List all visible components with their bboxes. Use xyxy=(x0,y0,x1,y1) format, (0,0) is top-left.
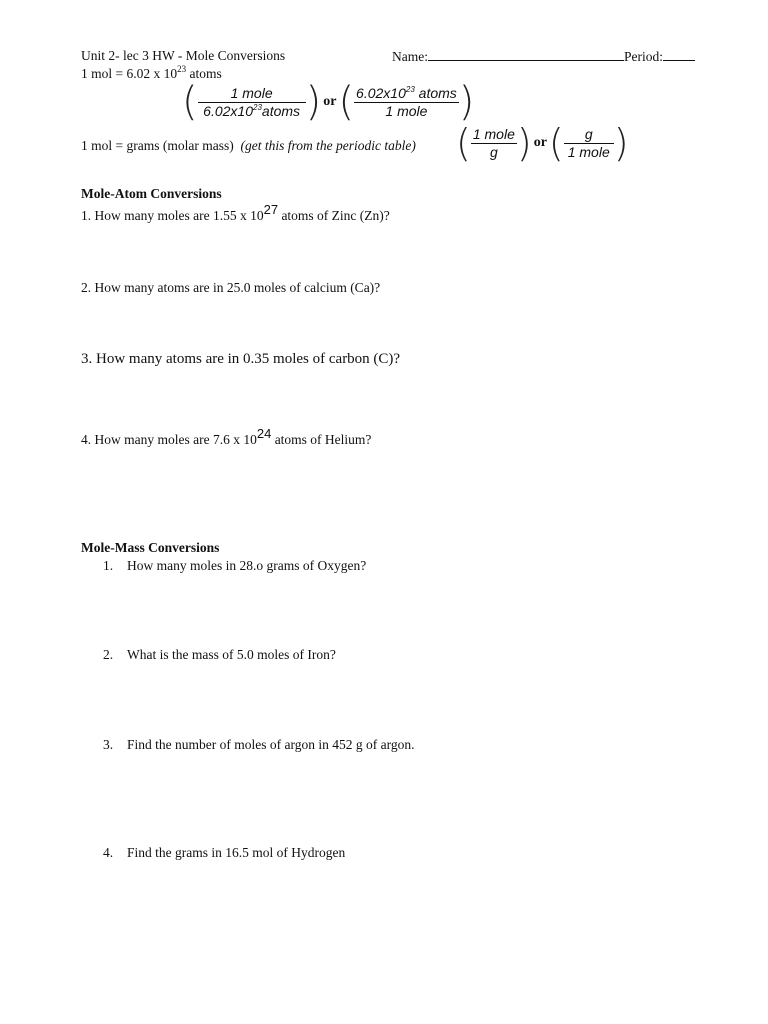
or-label: or xyxy=(323,94,337,109)
left-paren: ( xyxy=(182,79,198,125)
question-4-helium: 4. How many moles are 7.6 x 1024 atoms of Helium? xyxy=(81,426,372,447)
fraction-mole-per-gram xyxy=(471,127,517,159)
question-2-calcium: 2. How many atoms are in 25.0 moles of calcium (Ca)? xyxy=(81,280,381,295)
fraction-denominator: 1 mole xyxy=(385,102,428,119)
section-heading-mole-atom: Mole-Atom Conversions xyxy=(81,186,222,201)
name-field[interactable] xyxy=(392,48,695,65)
right-paren: ) xyxy=(305,79,322,125)
fraction-numerator: g xyxy=(564,127,614,144)
avogadro-exponent: 23 xyxy=(177,64,187,74)
worksheet-title: Unit 2- lec 3 HW - Mole Conversions xyxy=(81,48,286,63)
fraction-numerator: $6.02x10^{23}$ atoms xyxy=(356,84,457,101)
left-paren: ( xyxy=(338,79,355,125)
right-paren: ) xyxy=(516,121,532,165)
avogadro-suffix: atoms xyxy=(186,66,222,81)
fraction-denominator: 1 mole xyxy=(567,143,610,160)
fraction-numerator: 1 mole xyxy=(472,125,515,142)
list-item: 2. What is the mass of 5.0 moles of Iron? xyxy=(103,647,336,662)
list-item: 4. Find the grams in 16.5 mol of Hydrogen xyxy=(103,845,346,860)
question-3-carbon: 3. How many atoms are in 0.35 moles of carbon (C)? xyxy=(81,351,401,367)
section-heading-mole-mass: Mole-Mass Conversions xyxy=(81,540,220,555)
fraction-denominator: g xyxy=(489,143,498,160)
fraction-atoms-per-mole xyxy=(354,86,459,118)
avogadro-definition xyxy=(81,66,222,82)
question-1-zinc: 1. How many moles are 1.55 x 1027 atoms of Zinc (Zn)? xyxy=(81,202,390,223)
fraction-numerator: 1 mole xyxy=(198,86,306,103)
list-item: 3. Find the number of moles of argon in 452 g of argon. xyxy=(103,737,415,752)
list-item: 1. How many moles in 28.o grams of Oxygen? xyxy=(103,558,367,573)
period-label: Period: xyxy=(624,49,663,64)
fraction-gram-per-mole xyxy=(564,127,614,159)
name-blank-line[interactable] xyxy=(428,48,624,61)
molar-mass-note: (get this from the periodic table) xyxy=(240,138,416,153)
right-paren: ) xyxy=(613,121,629,165)
left-paren: ( xyxy=(548,121,564,165)
avogadro-conversion-factors xyxy=(182,79,475,125)
left-paren: ( xyxy=(456,121,471,165)
right-paren: ) xyxy=(458,79,475,125)
or-label: or xyxy=(533,135,547,150)
name-label: Name: xyxy=(392,49,428,64)
avogadro-prefix: 1 mol = 6.02 x 10 xyxy=(81,66,178,81)
molar-mass-conversion-factors xyxy=(456,121,629,165)
molar-mass-definition xyxy=(81,138,416,154)
molar-mass-text: 1 mol = grams (molar mass) xyxy=(81,138,234,153)
period-blank-line[interactable] xyxy=(663,48,695,61)
fraction-denominator: $6.02x10^{23}atoms$ xyxy=(203,102,301,119)
fraction-mole-per-atoms xyxy=(198,86,306,118)
